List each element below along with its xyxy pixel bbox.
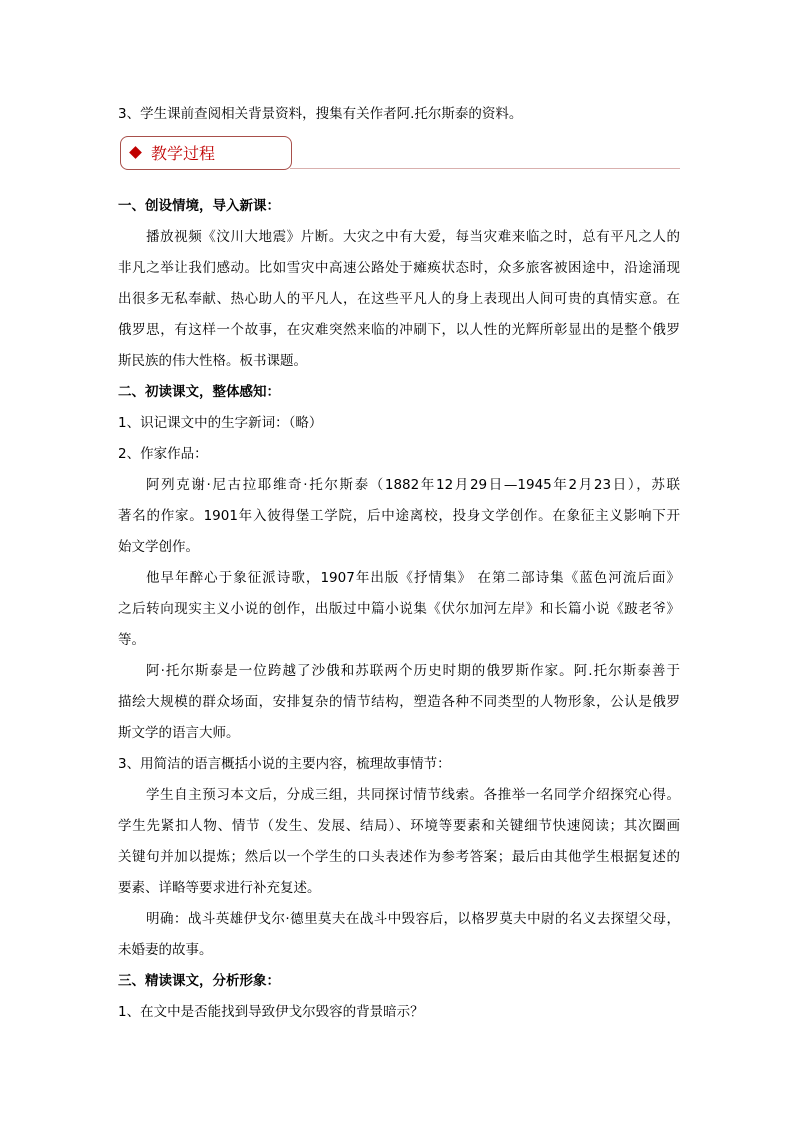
paragraph-line: 播放视频《汶川大地震》片断。大灾之中有大爱，每当灾难来临之时，总有平凡之人的 bbox=[146, 229, 680, 245]
paragraph-line: 非凡之举让我们感动。比如雪灾中高速公路处于瘫痪状态时，众多旅客被困途中，沿途涌现 bbox=[118, 260, 680, 276]
paragraph-line: 斯文学的语言大师。 bbox=[118, 725, 240, 741]
paragraph-line: 未婚妻的故事。 bbox=[118, 942, 213, 958]
paragraph-line: 学生自主预习本文后，分成三组，共同探讨情节线索。各推举一名同学介绍探究心得。 bbox=[146, 787, 680, 803]
paragraph-line: 关键句并加以提炼；然后以一个学生的口头表述作为参考答案；最后由其他学生根据复述的 bbox=[118, 849, 680, 865]
paragraph-line: 出很多无私奉献、热心助人的平凡人，在这些平凡人的身上表现出人间可贵的真情实意。在 bbox=[118, 291, 680, 307]
section-heading-3: 三、精读课文，分析形象： bbox=[118, 973, 280, 989]
paragraph-line: 之后转向现实主义小说的创作，出版过中篇小说集《伏尔加河左岸》和长篇小说《跛老爷》 bbox=[118, 601, 680, 617]
banner-title: 教学过程 bbox=[151, 144, 216, 163]
paragraph-line: 始文学创作。 bbox=[118, 539, 199, 555]
list-item: 1、在文中是否能找到导致伊戈尔毁容的背景暗示？ bbox=[118, 1004, 424, 1020]
section-heading-2: 二、初读课文，整体感知： bbox=[118, 384, 280, 400]
paragraph-line: 阿列克谢·尼古拉耶维奇·托尔斯泰（1882年12月29日—1945年2月23日），苏联 bbox=[146, 477, 680, 493]
section-heading-1: 一、创设情境，导入新课： bbox=[118, 198, 280, 214]
paragraph-line: 描绘大规模的群众场面，安排复杂的情节结构，塑造各种不同类型的人物形象，公认是俄罗 bbox=[118, 694, 680, 710]
paragraph-line: 著名的作家。1901年入彼得堡工学院，后中途离校，投身文学创作。在象征主义影响下开 bbox=[118, 508, 680, 524]
list-item: 1、识记课文中的生字新词：（略） bbox=[118, 415, 323, 431]
diamond-bullet-icon bbox=[129, 146, 142, 159]
section-banner bbox=[120, 136, 292, 170]
paragraph-line: 他早年醉心于象征派诗歌，1907年出版《抒情集》 在第二部诗集《蓝色河流后面》 bbox=[146, 570, 680, 586]
paragraph-line: 明确：战斗英雄伊戈尔·德里莫夫在战斗中毁容后，以格罗莫夫中尉的名义去探望父母， bbox=[146, 911, 680, 927]
paragraph-line: 学生先紧扣人物、情节（发生、发展、结局）、环境等要素和关键细节快速阅读；其次圈画 bbox=[118, 818, 680, 834]
list-item: 3、用简洁的语言概括小说的主要内容，梳理故事情节： bbox=[118, 756, 451, 772]
paragraph-line: 斯民族的伟大性格。板书课题。 bbox=[118, 353, 307, 369]
prep-item-3: 3、学生课前查阅相关背景资料，搜集有关作者阿.托尔斯泰的资料。 bbox=[118, 106, 523, 122]
paragraph-line: 等。 bbox=[118, 632, 145, 648]
paragraph-line: 俄罗思，有这样一个故事，在灾难突然来临的冲刷下，以人性的光辉所彰显出的是整个俄罗 bbox=[118, 322, 680, 338]
paragraph-line: 要素、详略等要求进行补充复述。 bbox=[118, 880, 321, 896]
banner-underline bbox=[290, 168, 680, 169]
list-item: 2、作家作品： bbox=[118, 446, 208, 462]
paragraph-line: 阿·托尔斯泰是一位跨越了沙俄和苏联两个历史时期的俄罗斯作家。阿.托尔斯泰善于 bbox=[146, 663, 680, 679]
